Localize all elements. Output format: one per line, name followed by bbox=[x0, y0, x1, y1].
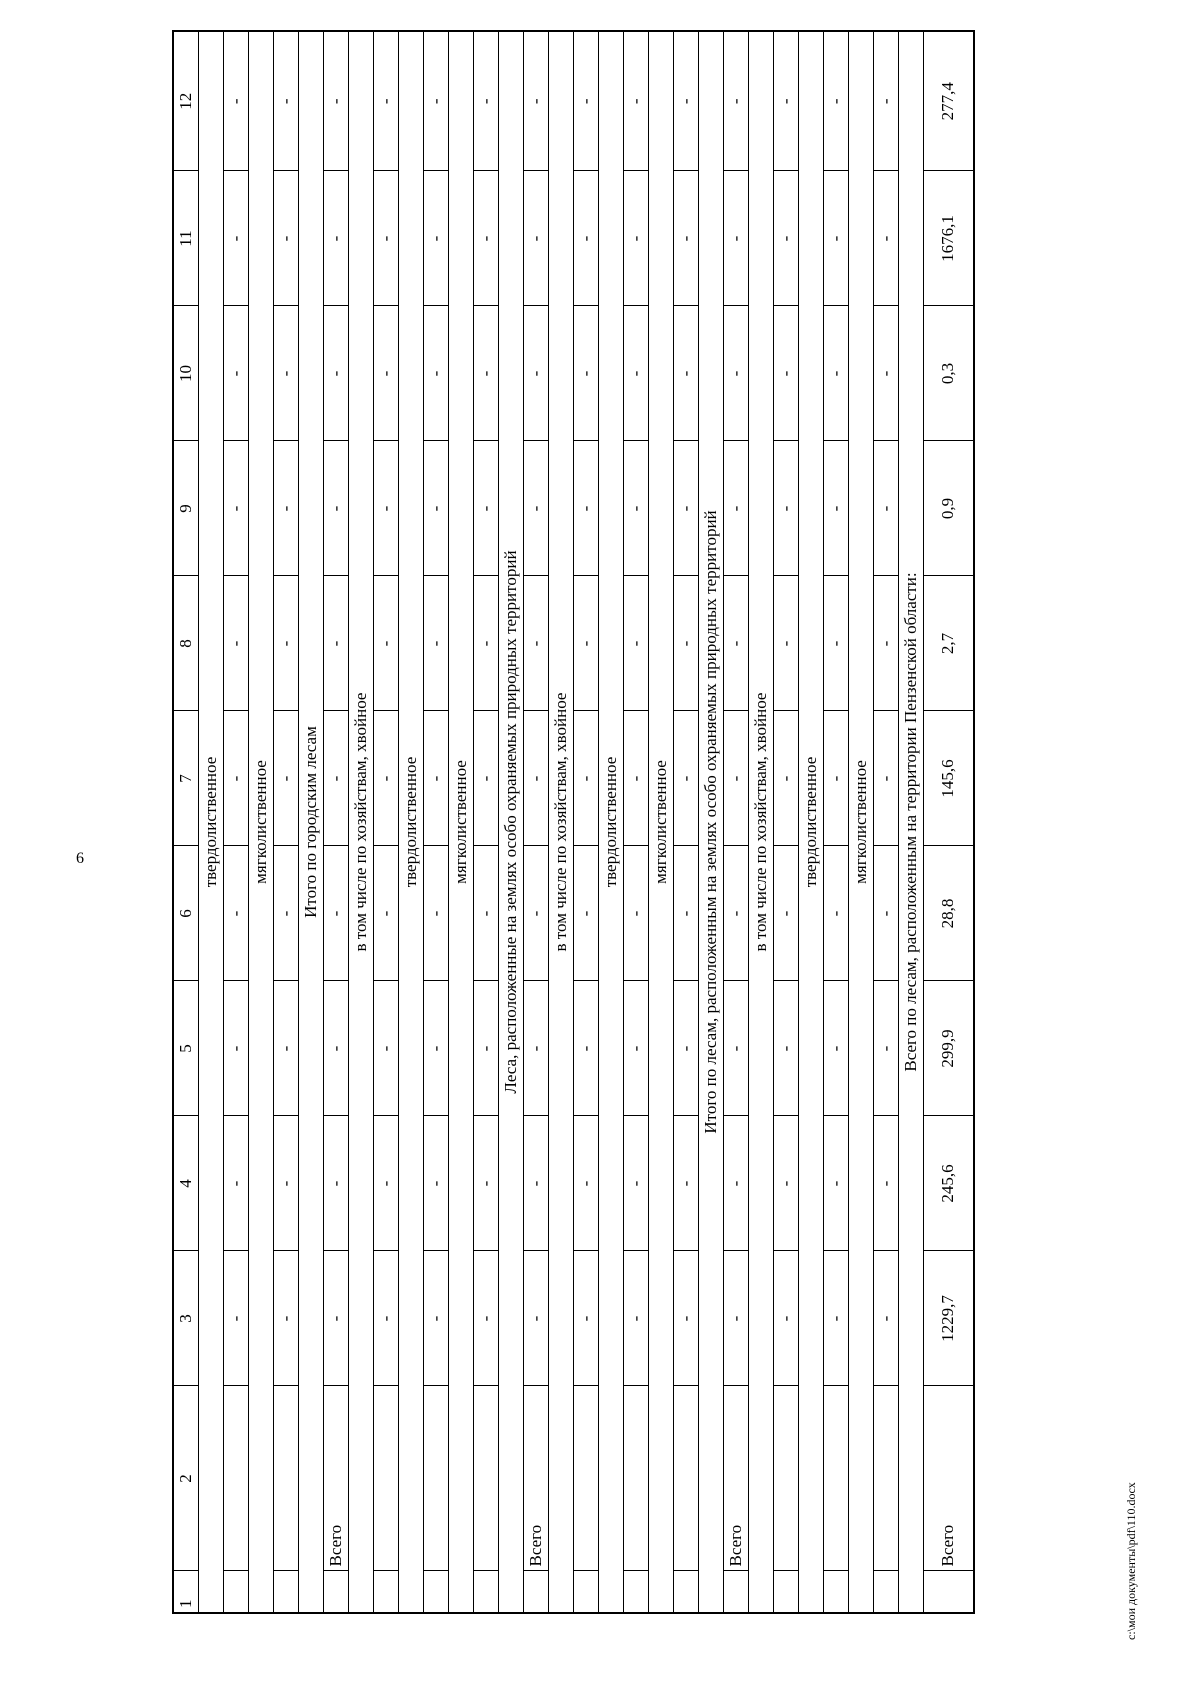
table-cell: - bbox=[573, 306, 598, 441]
table-cell: - bbox=[523, 171, 548, 306]
section-label: мягколиственное bbox=[248, 31, 273, 1613]
table-cell bbox=[773, 1571, 798, 1613]
table-cell: - bbox=[373, 171, 398, 306]
table-cell: - bbox=[273, 306, 298, 441]
table-cell: - bbox=[473, 981, 498, 1116]
table-row bbox=[723, 31, 748, 1613]
table-cell: - bbox=[673, 981, 698, 1116]
header-cell: 2 bbox=[173, 1386, 198, 1571]
table-cell bbox=[323, 1571, 348, 1613]
table-cell: - bbox=[323, 1116, 348, 1251]
section-label: Всего по лесам, расположенным на территории Пензенской области: bbox=[898, 31, 923, 1613]
table-cell bbox=[473, 1386, 498, 1571]
table-row bbox=[673, 31, 698, 1613]
table-cell: - bbox=[423, 31, 448, 171]
table-cell: - bbox=[273, 171, 298, 306]
section-row bbox=[598, 31, 623, 1613]
table-cell: 2,7 bbox=[923, 576, 974, 711]
table-cell: - bbox=[323, 981, 348, 1116]
table-row bbox=[573, 31, 598, 1613]
section-label: Итого по городским лесам bbox=[298, 31, 323, 1613]
section-label: в том числе по хозяйствам, хвойное bbox=[548, 31, 573, 1613]
table-cell: - bbox=[673, 576, 698, 711]
table-cell: - bbox=[373, 981, 398, 1116]
table-cell: - bbox=[673, 171, 698, 306]
table-cell: Всего bbox=[523, 1386, 548, 1571]
total-row bbox=[923, 31, 974, 1613]
table-cell: 0,9 bbox=[923, 441, 974, 576]
table-cell: - bbox=[423, 981, 448, 1116]
table-cell: - bbox=[823, 441, 848, 576]
table-cell: - bbox=[723, 171, 748, 306]
table-cell: - bbox=[473, 576, 498, 711]
table-cell bbox=[373, 1571, 398, 1613]
table-cell: - bbox=[373, 1116, 398, 1251]
table-cell: - bbox=[873, 846, 898, 981]
table-cell: - bbox=[723, 981, 748, 1116]
section-row bbox=[648, 31, 673, 1613]
table-cell: - bbox=[573, 171, 598, 306]
table-cell bbox=[423, 1571, 448, 1613]
table-row bbox=[423, 31, 448, 1613]
table-cell: - bbox=[623, 171, 648, 306]
table-cell: - bbox=[523, 1251, 548, 1386]
table-row bbox=[623, 31, 648, 1613]
section-row bbox=[398, 31, 423, 1613]
table-cell bbox=[873, 1386, 898, 1571]
section-row bbox=[548, 31, 573, 1613]
table-cell: - bbox=[623, 31, 648, 171]
section-label: в том числе по хозяйствам, хвойное bbox=[348, 31, 373, 1613]
table-cell bbox=[523, 1571, 548, 1613]
table-cell: - bbox=[373, 846, 398, 981]
table-cell: - bbox=[423, 711, 448, 846]
table-cell: - bbox=[523, 981, 548, 1116]
table-cell: - bbox=[673, 1116, 698, 1251]
table-cell: - bbox=[673, 441, 698, 576]
table-cell: - bbox=[823, 1116, 848, 1251]
table-cell: - bbox=[373, 576, 398, 711]
table-cell: - bbox=[573, 981, 598, 1116]
table-cell: - bbox=[773, 171, 798, 306]
table-cell: - bbox=[873, 1116, 898, 1251]
table-cell bbox=[673, 1571, 698, 1613]
table-cell: - bbox=[873, 711, 898, 846]
table-cell: - bbox=[323, 31, 348, 171]
table-cell: - bbox=[273, 576, 298, 711]
table-cell: - bbox=[573, 31, 598, 171]
table-cell: - bbox=[573, 846, 598, 981]
table-row bbox=[273, 31, 298, 1613]
table-cell: - bbox=[823, 1251, 848, 1386]
header-cell: 9 bbox=[173, 441, 198, 576]
table-cell: 277,4 bbox=[923, 31, 974, 171]
header-cell: 5 bbox=[173, 981, 198, 1116]
table-cell bbox=[623, 1571, 648, 1613]
table-cell: - bbox=[373, 711, 398, 846]
section-label: твердолиственное bbox=[398, 31, 423, 1613]
table-cell: - bbox=[623, 846, 648, 981]
table-cell: - bbox=[673, 306, 698, 441]
table-cell: - bbox=[423, 1251, 448, 1386]
table-cell: - bbox=[723, 846, 748, 981]
table-cell bbox=[923, 1571, 974, 1613]
header-cell: 6 bbox=[173, 846, 198, 981]
table-cell: - bbox=[373, 31, 398, 171]
table-cell: - bbox=[823, 576, 848, 711]
section-row bbox=[348, 31, 373, 1613]
table-cell bbox=[723, 1571, 748, 1613]
table-cell: - bbox=[223, 711, 248, 846]
table-cell: 145,6 bbox=[923, 711, 974, 846]
table-cell: - bbox=[523, 846, 548, 981]
table-cell: - bbox=[773, 1251, 798, 1386]
section-row bbox=[498, 31, 523, 1613]
table-cell: - bbox=[723, 31, 748, 171]
table-cell: - bbox=[623, 576, 648, 711]
table-cell: - bbox=[273, 711, 298, 846]
table-cell: - bbox=[823, 711, 848, 846]
table-cell: - bbox=[523, 306, 548, 441]
table-cell: - bbox=[873, 576, 898, 711]
table-cell bbox=[273, 1386, 298, 1571]
table-cell: - bbox=[873, 981, 898, 1116]
table-cell: - bbox=[423, 171, 448, 306]
table-cell: - bbox=[223, 306, 248, 441]
header-cell: 3 bbox=[173, 1251, 198, 1386]
table-row bbox=[223, 31, 248, 1613]
section-label: мягколиственное bbox=[448, 31, 473, 1613]
section-label: Леса, расположенные на землях особо охраняемых природных территорий bbox=[498, 31, 523, 1613]
table-cell: Всего bbox=[323, 1386, 348, 1571]
table-cell: - bbox=[573, 711, 598, 846]
table-cell: - bbox=[473, 441, 498, 576]
table-cell: - bbox=[273, 441, 298, 576]
table-cell: 1229,7 bbox=[923, 1251, 974, 1386]
table-cell: - bbox=[523, 31, 548, 171]
section-row bbox=[698, 31, 723, 1613]
table-cell: - bbox=[323, 846, 348, 981]
table-cell: - bbox=[473, 711, 498, 846]
table-cell: - bbox=[423, 306, 448, 441]
table-row bbox=[523, 31, 548, 1613]
table-row bbox=[873, 31, 898, 1613]
table-row bbox=[323, 31, 348, 1613]
table-cell: - bbox=[873, 441, 898, 576]
table-cell: 0,3 bbox=[923, 306, 974, 441]
table-cell: - bbox=[673, 31, 698, 171]
table-cell: - bbox=[573, 576, 598, 711]
section-label: мягколиственное bbox=[648, 31, 673, 1613]
section-row bbox=[848, 31, 873, 1613]
table-cell: - bbox=[773, 846, 798, 981]
table-cell: - bbox=[623, 1251, 648, 1386]
header-cell: 4 bbox=[173, 1116, 198, 1251]
table-cell: - bbox=[773, 576, 798, 711]
section-row bbox=[298, 31, 323, 1613]
table-cell: - bbox=[523, 711, 548, 846]
table-cell: - bbox=[373, 306, 398, 441]
table-cell: - bbox=[423, 1116, 448, 1251]
forest-table bbox=[172, 30, 975, 1614]
table-cell: - bbox=[823, 171, 848, 306]
table-cell: 28,8 bbox=[923, 846, 974, 981]
table-cell: - bbox=[573, 441, 598, 576]
table-cell: - bbox=[473, 31, 498, 171]
table-cell: - bbox=[723, 576, 748, 711]
table-cell: - bbox=[223, 846, 248, 981]
page-number: 6 bbox=[76, 850, 84, 867]
section-row bbox=[798, 31, 823, 1613]
table-cell bbox=[273, 1571, 298, 1613]
table-cell bbox=[873, 1571, 898, 1613]
table-cell: - bbox=[473, 306, 498, 441]
table-cell: 245,6 bbox=[923, 1116, 974, 1251]
table-cell: - bbox=[273, 1116, 298, 1251]
table-row bbox=[773, 31, 798, 1613]
table-cell: - bbox=[873, 171, 898, 306]
header-cell: 10 bbox=[173, 306, 198, 441]
table-cell: - bbox=[823, 981, 848, 1116]
table-cell: Всего bbox=[923, 1386, 974, 1571]
table-cell: - bbox=[623, 441, 648, 576]
table-cell: - bbox=[773, 711, 798, 846]
table-row bbox=[373, 31, 398, 1613]
table-cell: - bbox=[823, 846, 848, 981]
section-row bbox=[748, 31, 773, 1613]
footer-path: c:\мои документы\pdf\110.docx bbox=[1124, 1482, 1138, 1640]
table-cell: - bbox=[773, 1116, 798, 1251]
table-cell: - bbox=[223, 576, 248, 711]
table-cell: - bbox=[623, 981, 648, 1116]
table-cell: - bbox=[773, 306, 798, 441]
table-cell bbox=[623, 1386, 648, 1571]
table-cell: - bbox=[873, 31, 898, 171]
table-cell: - bbox=[623, 711, 648, 846]
table-cell: - bbox=[823, 31, 848, 171]
table-cell: - bbox=[473, 171, 498, 306]
table-cell: - bbox=[473, 846, 498, 981]
table-cell: 299,9 bbox=[923, 981, 974, 1116]
table-cell: - bbox=[273, 846, 298, 981]
table-cell: - bbox=[373, 441, 398, 576]
table-row bbox=[823, 31, 848, 1613]
table-cell: - bbox=[523, 1116, 548, 1251]
table-cell bbox=[223, 1571, 248, 1613]
table-cell: - bbox=[873, 1251, 898, 1386]
table-cell: - bbox=[723, 1251, 748, 1386]
table-cell bbox=[373, 1386, 398, 1571]
header-cell: 7 bbox=[173, 711, 198, 846]
table-cell: - bbox=[673, 1251, 698, 1386]
table-cell: - bbox=[573, 1251, 598, 1386]
table-cell: - bbox=[323, 306, 348, 441]
table-cell: - bbox=[623, 306, 648, 441]
table-cell bbox=[473, 1571, 498, 1613]
header-cell: 8 bbox=[173, 576, 198, 711]
table-cell: - bbox=[523, 441, 548, 576]
section-row bbox=[248, 31, 273, 1613]
table-cell: - bbox=[673, 846, 698, 981]
table-cell: - bbox=[323, 171, 348, 306]
table-cell: - bbox=[623, 1116, 648, 1251]
table-cell: - bbox=[223, 171, 248, 306]
table-cell bbox=[223, 1386, 248, 1571]
table-cell: - bbox=[223, 981, 248, 1116]
table-cell: - bbox=[723, 306, 748, 441]
table-cell: - bbox=[223, 441, 248, 576]
table-cell: - bbox=[273, 31, 298, 171]
table-cell: - bbox=[473, 1116, 498, 1251]
table-cell: - bbox=[873, 306, 898, 441]
section-row bbox=[448, 31, 473, 1613]
table-cell: - bbox=[773, 441, 798, 576]
section-row bbox=[198, 31, 223, 1613]
table-cell: - bbox=[573, 1116, 598, 1251]
table-cell bbox=[573, 1386, 598, 1571]
table-cell: - bbox=[473, 1251, 498, 1386]
table-cell: - bbox=[823, 306, 848, 441]
section-label: твердолиственное bbox=[198, 31, 223, 1613]
section-label: в том числе по хозяйствам, хвойное bbox=[748, 31, 773, 1613]
section-label: твердолиственное bbox=[798, 31, 823, 1613]
table-cell: - bbox=[223, 1116, 248, 1251]
table-cell: - bbox=[273, 1251, 298, 1386]
table-cell: - bbox=[423, 576, 448, 711]
table-cell: - bbox=[723, 441, 748, 576]
section-row bbox=[898, 31, 923, 1613]
table-cell: - bbox=[323, 441, 348, 576]
table-cell: - bbox=[223, 1251, 248, 1386]
table-cell: - bbox=[223, 31, 248, 171]
table-cell: - bbox=[423, 441, 448, 576]
table-cell: - bbox=[323, 576, 348, 711]
section-label: Итого по лесам, расположенным на землях особо охраняемых природных территорий bbox=[698, 31, 723, 1613]
table-cell: - bbox=[423, 846, 448, 981]
table-cell: - bbox=[773, 31, 798, 171]
table-cell: - bbox=[773, 981, 798, 1116]
table-cell: - bbox=[273, 981, 298, 1116]
table-cell bbox=[573, 1571, 598, 1613]
table-cell bbox=[823, 1571, 848, 1613]
table-row bbox=[473, 31, 498, 1613]
table-cell: - bbox=[523, 576, 548, 711]
table-cell: 1676,1 bbox=[923, 171, 974, 306]
table-cell: - bbox=[373, 1251, 398, 1386]
table-cell: - bbox=[323, 711, 348, 846]
header-cell: 12 bbox=[173, 31, 198, 171]
table-header-row bbox=[173, 31, 198, 1613]
table-cell bbox=[773, 1386, 798, 1571]
table-cell bbox=[423, 1386, 448, 1571]
table-cell: - bbox=[723, 1116, 748, 1251]
table-cell: - bbox=[323, 1251, 348, 1386]
header-cell: 1 bbox=[173, 1571, 198, 1613]
table-cell: - bbox=[723, 711, 748, 846]
table-cell: - bbox=[673, 711, 698, 846]
table-cell bbox=[673, 1386, 698, 1571]
table-cell: Всего bbox=[723, 1386, 748, 1571]
table-cell bbox=[823, 1386, 848, 1571]
section-label: мягколиственное bbox=[848, 31, 873, 1613]
section-label: твердолиственное bbox=[598, 31, 623, 1613]
header-cell: 11 bbox=[173, 171, 198, 306]
